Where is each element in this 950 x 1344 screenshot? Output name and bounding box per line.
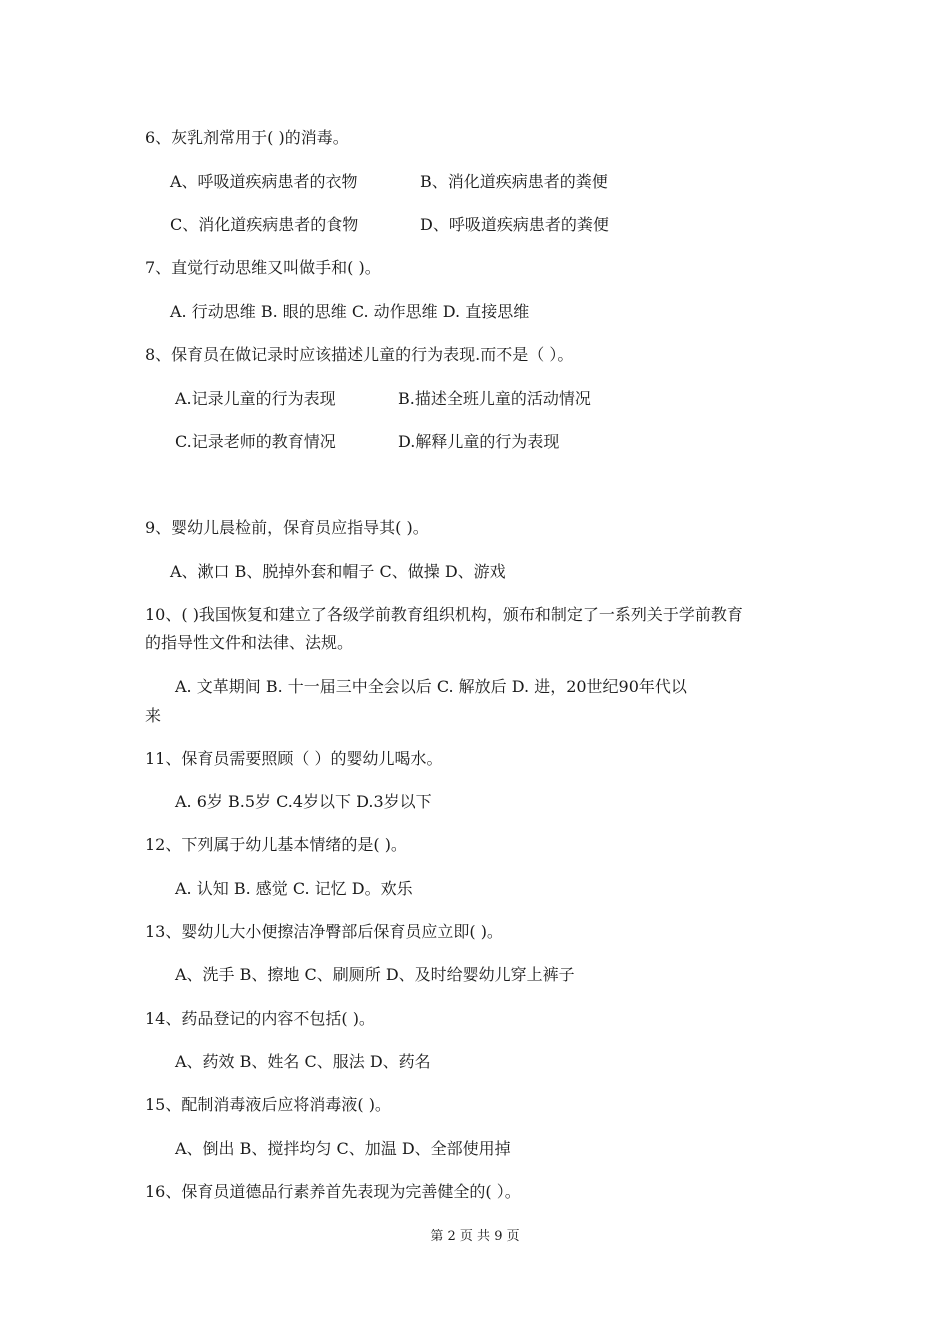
question-10-options-line2: 来	[145, 706, 162, 725]
question-6-option-b: B、消化道疾病患者的粪便	[420, 172, 608, 191]
question-15-options: A、倒出 B、搅拌均匀 C、加温 D、全部使用掉	[175, 1139, 511, 1158]
question-13-options: A、洗手 B、擦地 C、刷厕所 D、及时给婴幼儿穿上裤子	[175, 965, 575, 984]
question-15-stem: 15、配制消毒液后应将消毒液( )。	[145, 1095, 391, 1114]
question-12-stem: 12、下列属于幼儿基本情绪的是( )。	[145, 835, 407, 854]
question-9-stem: 9、婴幼儿晨检前，保育员应指导其( )。	[145, 518, 429, 537]
question-6-stem: 6、灰乳剂常用于( )的消毒。	[145, 128, 349, 147]
question-10-stem-line2: 的指导性文件和法律、法规。	[145, 633, 354, 652]
question-8-option-b: B.描述全班儿童的活动情况	[398, 389, 591, 408]
question-11-options: A. 6岁 B.5岁 C.4岁以下 D.3岁以下	[175, 792, 432, 811]
question-11-stem: 11、保育员需要照顾（ ）的婴幼儿喝水。	[145, 749, 443, 768]
question-8-option-a: A.记录儿童的行为表现	[175, 389, 336, 408]
page-number: 第 2 页 共 9 页	[430, 1229, 520, 1244]
question-16-stem: 16、保育员道德品行素养首先表现为完善健全的( ）。	[145, 1182, 521, 1201]
question-8-option-c: C.记录老师的教育情况	[175, 432, 336, 451]
question-8-stem: 8、保育员在做记录时应该描述儿童的行为表现.而不是（ ）。	[145, 345, 574, 364]
question-10-stem-line1: 10、( )我国恢复和建立了各级学前教育组织机构，颁布和制定了一系列关于学前教育	[145, 605, 743, 624]
question-6-option-d: D、呼吸道疾病患者的粪便	[420, 215, 609, 234]
question-13-stem: 13、婴幼儿大小便擦洁净臀部后保育员应立即( )。	[145, 922, 503, 941]
question-7-options: A. 行动思维 B. 眼的思维 C. 动作思维 D. 直接思维	[170, 302, 530, 321]
question-9-options: A、漱口 B、脱掉外套和帽子 C、做操 D、游戏	[170, 562, 506, 581]
question-14-options: A、药效 B、姓名 C、服法 D、药名	[175, 1052, 431, 1071]
question-14-stem: 14、药品登记的内容不包括( )。	[145, 1009, 375, 1028]
question-10-options-line1: A. 文革期间 B. 十一届三中全会以后 C. 解放后 D. 进，20世纪90年代以	[175, 677, 687, 696]
question-6-option-c: C、消化道疾病患者的食物	[170, 215, 359, 234]
question-7-stem: 7、直觉行动思维又叫做手和( )。	[145, 258, 381, 277]
question-8-option-d: D.解释儿童的行为表现	[398, 432, 560, 451]
question-6-option-a: A、呼吸道疾病患者的衣物	[170, 172, 358, 191]
question-12-options: A. 认知 B. 感觉 C. 记忆 D。欢乐	[175, 879, 413, 898]
